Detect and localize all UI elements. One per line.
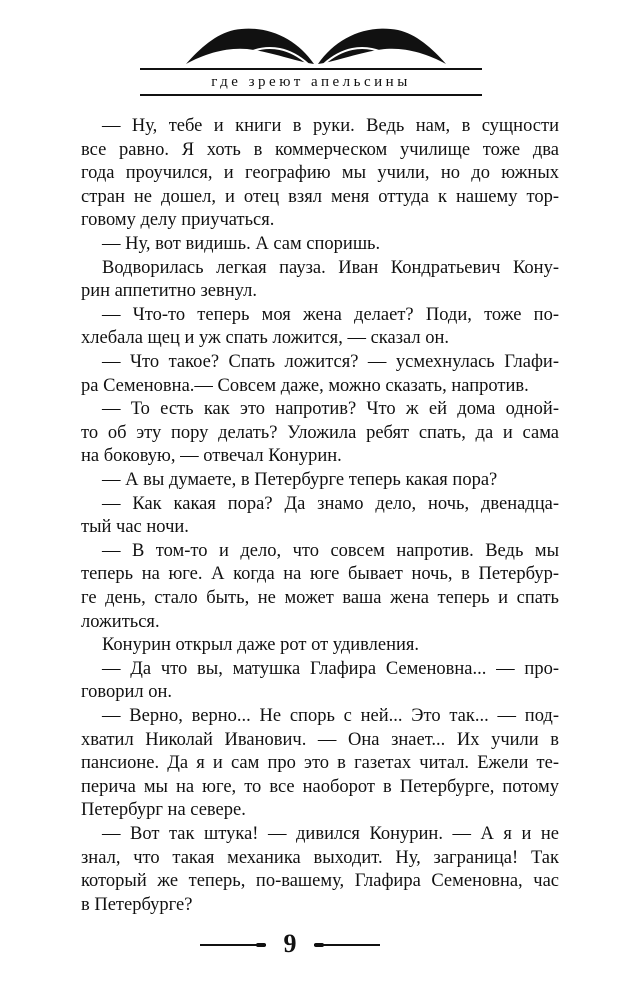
text-line: — Ну, тебе и книги в руки. Ведь нам, в сущности [102,116,559,136]
text-line: — Да что вы, матушка Глафира Семеновна... — про- [102,658,559,679]
text-line: ложиться. [81,611,160,632]
text-line: все равно. Я хоть в коммерческом училище тоже два [81,139,559,160]
text-line: рин аппетитно зевнул. [81,281,257,302]
text-line: — Вот так штука! — дивился Конурин. — А я и не [102,824,559,844]
text-line: перича мы на юге, то все наоборот в Петербурге, потому [81,776,559,797]
text-line: — А вы думаете, в Петербурге теперь какая пора? [102,470,498,490]
text-line: — Ну, вот видишь. А сам споришь. [102,234,381,254]
text-line: в Петербурге? [81,894,193,915]
text-line: говому делу приучаться. [81,210,275,231]
text-line: на боковую, — отвечал Конурин. [81,446,342,467]
folio-rule-right [314,944,380,946]
folio-rule-left [200,944,266,946]
text-line: ге день, стало быть, не может ваша жена теперь и спать [81,588,559,608]
folio [0,928,622,960]
text-line: пансионе. Да я и сам про это в газетах читал. Ежели те- [81,753,559,774]
text-line: — То есть как это напротив? Что ж ей дома одной- [102,399,559,420]
text-line: Петербург на севере. [81,800,246,821]
text-line: Водворилась легкая пауза. Иван Кондратьевич Кону- [102,257,559,278]
text-line: тый час ночи. [81,517,189,538]
text-line: хватил Николай Иванович. — Она знает... Их учили в [81,729,559,750]
text-line: теперь на юге. А когда на юге бывает ночь, в Петербур- [81,564,559,585]
text-line: ра Семеновна.— Совсем даже, можно сказать, напротив. [81,375,529,396]
page-number: 9 [283,929,297,958]
text-line: — Что такое? Спать ложится? — усмехнулась Глафи- [102,352,559,372]
text-line: года проучился, и географию мы учили, но до южных [81,163,559,184]
text-line: — В том-то и дело, что совсем напротив. Ведь мы [102,540,559,561]
text-line: — Как какая пора? Да знамо дело, ночь, двенадца- [102,493,559,514]
text-line: знал, что такая механика выходит. Ну, заграница! Так [81,847,559,868]
text-line: — Верно, верно... Не спорь с ней... Это так... — под- [102,706,559,726]
text-line: стран не дошел, и отец взял меня оттуда к нашему тор- [81,186,559,207]
running-head: где зреют апельсины [211,74,411,90]
text-line: — Что-то теперь моя жена делает? Поди, тоже по- [102,304,559,325]
text-line: то об эту пору делать? Уложила ребят спать, да и сама [81,422,559,443]
text-line: говорил он. [81,682,173,703]
text-line: который же теперь, по-вашему, Глафира Семеновна, час [81,871,559,892]
text-line: хлебала щец и уж спать ложится, — сказал он. [81,328,450,349]
text-line: Конурин открыл даже рот от удивления. [102,635,420,656]
